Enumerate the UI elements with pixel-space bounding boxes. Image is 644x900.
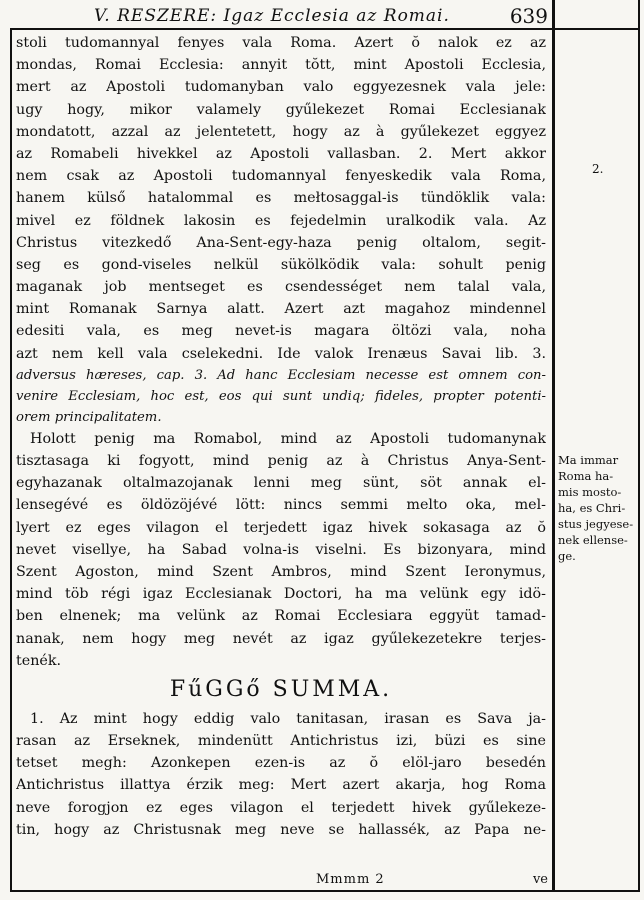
text-line: Christus vitezkedő Ana-Sent-egy-haza penig oltalom, segit- bbox=[16, 234, 546, 251]
text-line: nevet visellye, ha Sabad volna-is viselni. Es bizonyara, mind bbox=[16, 541, 546, 558]
margin-note-line: Ma immar bbox=[558, 453, 619, 467]
latin-quote-line: adversus hæreses, cap. 3. Ad hanc Ecclesiam necesse est omnem con- bbox=[16, 367, 546, 383]
text-line: ben elnenek; ma velünk az Romai Ecclesiara eggyüt tamad- bbox=[16, 608, 546, 625]
margin-number: 2. bbox=[592, 162, 604, 176]
text-line: ugy hogy, mikor valamely gyűlekezet Romai Ecclesianak bbox=[16, 101, 546, 118]
margin-note-line: mis mosto- bbox=[558, 485, 622, 499]
text-line: tisztasaga ki fogyott, mind penig az à Christus Anya-Sent- bbox=[16, 453, 546, 469]
text-line: mind töb régi igaz Ecclesianak Doctori, ha ma velünk egy idö- bbox=[16, 586, 546, 603]
text-line: hanem külső hatalommal es mełtosaggal-is tündöklik vala: bbox=[16, 190, 546, 207]
text-line: mondatott, azzal az jelentetett, hogy az à gyűlekezet eggyez bbox=[16, 123, 546, 140]
text-line: lyert ez eges vilagon el terjedett igaz hivek sokasaga az ŏ bbox=[16, 519, 546, 536]
text-line: Szent Agoston, mind Szent Ambros, mind Szent Ieronymus, bbox=[16, 563, 546, 580]
running-header bbox=[14, 4, 552, 28]
text-line: maganak job mentseget es csendességet nem talal vala, bbox=[16, 279, 546, 296]
margin-note-line: Roma ha- bbox=[558, 469, 614, 483]
text-line: tin, hogy az Christusnak meg neve se hallassék, az Papa ne- bbox=[16, 821, 546, 838]
text-line: azt nem kell vala cselekedni. Ide valok Irenæus Savai lib. 3. bbox=[16, 345, 546, 362]
latin-quote-line: venire Ecclesiam, hoc est, eos qui sunt undiq; fideles, propter potenti- bbox=[16, 388, 546, 404]
text-line: mert az Apostoli tudomanyban valo eggyezesnek vala jele: bbox=[16, 79, 546, 96]
text-line: seg es gond-viseles nelkül sükölködik vala: sohult penig bbox=[16, 256, 546, 273]
text-line: nem csak az Apostoli tudomannyal fenyeskedik vala Roma, bbox=[16, 168, 546, 185]
text-line: mivel ez földnek lakosin es fejedelmin uralkodik vala. Az bbox=[16, 212, 546, 229]
text-line: 1. Az mint hogy eddig valo tanitasan, irasan es Sava ja- bbox=[30, 710, 546, 727]
catchword: ve bbox=[532, 872, 548, 887]
text-line: tenék. bbox=[16, 652, 62, 669]
text-line: rasan az Erseknek, mindenütt Antichristus izi, büzi es sine bbox=[16, 733, 546, 750]
latin-quote-line: orem principalitatem. bbox=[16, 409, 162, 425]
text-line: Holott penig ma Romabol, mind az Apostoli tudomanynak bbox=[30, 430, 546, 447]
margin-note-line: nek ellense- bbox=[558, 533, 628, 547]
frame-rule-top bbox=[10, 28, 640, 30]
frame-rule-right bbox=[638, 0, 640, 892]
signature-mark: Mmmm 2 bbox=[316, 872, 385, 887]
text-line: tetset megh: Azonkepen ezen-is az ŏ elöl-jaro besedén bbox=[16, 755, 546, 772]
page-number: 639 bbox=[509, 4, 548, 28]
main-text-block bbox=[16, 32, 546, 841]
margin-note-line: ge. bbox=[558, 549, 576, 563]
margin-note bbox=[558, 452, 640, 564]
margin-note-line: ha, es Chri- bbox=[558, 501, 626, 515]
frame-rule-bottom bbox=[10, 890, 640, 892]
text-line: neve forogjon ez eges vilagon el terjedett hivek gyűlekeze- bbox=[16, 799, 546, 816]
running-title: V. RESZERE: Igaz Ecclesia az Romai. bbox=[94, 6, 450, 26]
text-line: az Romabeli hivekkel az Apostoli vallasban. 2. Mert akkor bbox=[16, 145, 546, 162]
text-line: mint Romanak Sarnya alatt. Azert azt magahoz mindennel bbox=[16, 301, 546, 318]
frame-rule-left bbox=[10, 28, 12, 892]
text-line: nanak, nem hogy meg nevét az igaz gyűlekezetekre terjes- bbox=[16, 630, 546, 647]
text-line: mondas, Romai Ecclesia: annyit tŏtt, mint Apostoli Ecclesia, bbox=[16, 57, 546, 74]
text-line: Antichristus illattya érzik meg: Mert azert akarja, hog Roma bbox=[16, 777, 546, 794]
text-line: edesiti vala, es meg nevet-is magara öltözi vala, noha bbox=[16, 323, 546, 340]
section-heading: FűGGő SUMMA. bbox=[169, 676, 393, 702]
margin-note-line: stus jegyese- bbox=[558, 517, 634, 531]
page-footer bbox=[16, 872, 550, 890]
margin-rule bbox=[552, 0, 555, 892]
text-line: stoli tudomannyal fenyes vala Roma. Azert ŏ nalok ez az bbox=[16, 35, 546, 51]
text-line: lensegévé es öldözöjévé lött: nincs semmi melto oka, mel- bbox=[16, 497, 546, 514]
text-line: egyhazanak oltalmazojanak lenni meg sünt, söt annak el- bbox=[16, 475, 546, 492]
